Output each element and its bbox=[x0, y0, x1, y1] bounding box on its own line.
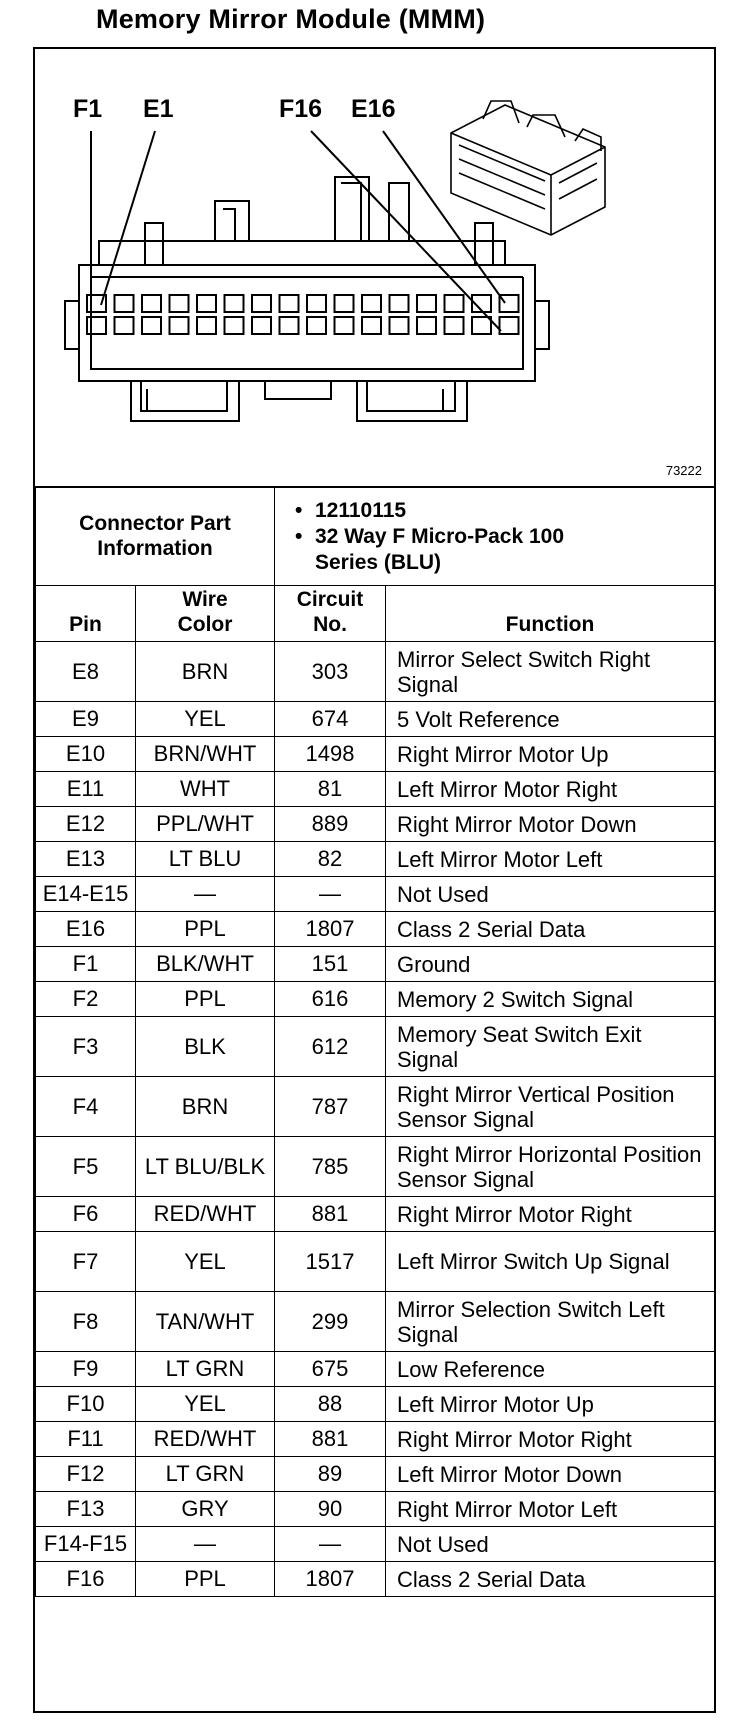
wire-color-cell: RED/WHT bbox=[136, 1422, 275, 1457]
wire-color-cell: YEL bbox=[136, 1232, 275, 1292]
function-cell: Left Mirror Motor Left bbox=[386, 842, 715, 877]
table-row bbox=[36, 1562, 715, 1597]
pin-cell: E8 bbox=[36, 642, 136, 702]
function-cell: Left Mirror Motor Right bbox=[386, 772, 715, 807]
pin-cell: F16 bbox=[36, 1562, 136, 1597]
label-f16: F16 bbox=[279, 95, 323, 123]
pin-cell: F3 bbox=[36, 1017, 136, 1077]
table-row bbox=[36, 1422, 715, 1457]
circuit-cell: 674 bbox=[275, 702, 386, 737]
circuit-cell: 299 bbox=[275, 1292, 386, 1352]
table-row bbox=[36, 1492, 715, 1527]
function-cell: Memory Seat Switch Exit Signal bbox=[386, 1017, 715, 1077]
pin-cell: F5 bbox=[36, 1137, 136, 1197]
connector-part-number: • 12110115 bbox=[315, 498, 714, 524]
wire-color-cell: BRN bbox=[136, 1077, 275, 1137]
circuit-cell: 889 bbox=[275, 807, 386, 842]
pin-cell: F9 bbox=[36, 1352, 136, 1387]
table-row bbox=[36, 1137, 715, 1197]
pin-cavity bbox=[197, 317, 216, 334]
wire-color-cell: BRN bbox=[136, 642, 275, 702]
pin-cavity bbox=[390, 317, 409, 334]
function-cell: Not Used bbox=[386, 877, 715, 912]
function-cell: Right Mirror Motor Up bbox=[386, 737, 715, 772]
function-cell: Right Mirror Motor Right bbox=[386, 1422, 715, 1457]
table-row bbox=[36, 772, 715, 807]
pin-cavity bbox=[362, 317, 381, 334]
circuit-cell: 88 bbox=[275, 1387, 386, 1422]
circuit-cell: 1807 bbox=[275, 912, 386, 947]
function-cell: Class 2 Serial Data bbox=[386, 912, 715, 947]
wire-color-cell: PPL bbox=[136, 982, 275, 1017]
table-row bbox=[36, 702, 715, 737]
pin-cavity bbox=[335, 317, 354, 334]
table-row bbox=[36, 1017, 715, 1077]
pin-cavity bbox=[335, 295, 354, 312]
pin-cavity bbox=[362, 295, 381, 312]
circuit-cell: 785 bbox=[275, 1137, 386, 1197]
wire-color-cell: LT BLU/BLK bbox=[136, 1137, 275, 1197]
pin-cavity bbox=[225, 317, 244, 334]
circuit-cell: 881 bbox=[275, 1197, 386, 1232]
wire-color-cell: — bbox=[136, 1527, 275, 1562]
pin-cell: F14-F15 bbox=[36, 1527, 136, 1562]
table-row bbox=[36, 1352, 715, 1387]
wire-color-cell: BRN/WHT bbox=[136, 737, 275, 772]
table-header-row bbox=[36, 586, 715, 642]
pin-cavity bbox=[472, 317, 491, 334]
pin-cavity bbox=[417, 295, 436, 312]
function-cell: Memory 2 Switch Signal bbox=[386, 982, 715, 1017]
circuit-cell: 90 bbox=[275, 1492, 386, 1527]
pin-cavity bbox=[252, 317, 271, 334]
table-row bbox=[36, 807, 715, 842]
pin-cavity bbox=[197, 295, 216, 312]
wire-color-cell: LT BLU bbox=[136, 842, 275, 877]
wire-color-cell: PPL/WHT bbox=[136, 807, 275, 842]
function-cell: 5 Volt Reference bbox=[386, 702, 715, 737]
col-wire-color bbox=[136, 586, 275, 642]
table-row bbox=[36, 1077, 715, 1137]
wire-color-cell: TAN/WHT bbox=[136, 1292, 275, 1352]
wire-color-cell: LT GRN bbox=[136, 1352, 275, 1387]
pin-cell: F1 bbox=[36, 947, 136, 982]
wire-color-cell: PPL bbox=[136, 912, 275, 947]
pin-cell: E11 bbox=[36, 772, 136, 807]
col-pin: Pin bbox=[36, 586, 136, 642]
wire-color-cell: LT GRN bbox=[136, 1457, 275, 1492]
circuit-cell: 675 bbox=[275, 1352, 386, 1387]
table-row bbox=[36, 877, 715, 912]
circuit-cell: 787 bbox=[275, 1077, 386, 1137]
table-row bbox=[36, 1232, 715, 1292]
connector-housing-icon bbox=[451, 101, 605, 235]
circuit-cell: 1517 bbox=[275, 1232, 386, 1292]
function-cell: Left Mirror Motor Down bbox=[386, 1457, 715, 1492]
wire-color-cell: PPL bbox=[136, 1562, 275, 1597]
pin-cell: E13 bbox=[36, 842, 136, 877]
connector-info-row bbox=[36, 487, 715, 586]
connector-sheet bbox=[33, 47, 716, 1713]
pin-cavity bbox=[142, 295, 161, 312]
connector-info-list bbox=[275, 488, 714, 584]
table-row bbox=[36, 947, 715, 982]
pin-cell: E14-E15 bbox=[36, 877, 136, 912]
pinout-table bbox=[35, 486, 715, 1597]
function-cell: Left Mirror Motor Up bbox=[386, 1387, 715, 1422]
pin-cavity bbox=[87, 317, 106, 334]
connector-info-list-cell bbox=[275, 487, 715, 586]
wire-color-cell: RED/WHT bbox=[136, 1197, 275, 1232]
circuit-cell: 881 bbox=[275, 1422, 386, 1457]
circuit-cell: 151 bbox=[275, 947, 386, 982]
pin-cell: F11 bbox=[36, 1422, 136, 1457]
circuit-cell: 82 bbox=[275, 842, 386, 877]
circuit-cell: 616 bbox=[275, 982, 386, 1017]
col-circuit-no-text: Circuit No. bbox=[296, 588, 364, 636]
circuit-cell: 1498 bbox=[275, 737, 386, 772]
wire-color-cell: WHT bbox=[136, 772, 275, 807]
function-cell: Right Mirror Motor Down bbox=[386, 807, 715, 842]
circuit-cell: 612 bbox=[275, 1017, 386, 1077]
table-row bbox=[36, 1292, 715, 1352]
pin-cavity bbox=[390, 295, 409, 312]
function-cell: Mirror Selection Switch Left Signal bbox=[386, 1292, 715, 1352]
pin-cell: E10 bbox=[36, 737, 136, 772]
pin-cell: F10 bbox=[36, 1387, 136, 1422]
function-cell: Class 2 Serial Data bbox=[386, 1562, 715, 1597]
col-wire-color-text: Wire Color bbox=[177, 588, 233, 636]
circuit-cell: 81 bbox=[275, 772, 386, 807]
function-cell: Not Used bbox=[386, 1527, 715, 1562]
pin-cavity bbox=[280, 295, 299, 312]
pin-cell: E12 bbox=[36, 807, 136, 842]
connector-info-heading bbox=[36, 487, 275, 586]
pin-cell: F12 bbox=[36, 1457, 136, 1492]
pin-cavity bbox=[115, 317, 134, 334]
pin-cavity bbox=[252, 295, 271, 312]
function-cell: Right Mirror Vertical Position Sensor Signal bbox=[386, 1077, 715, 1137]
wire-color-cell: YEL bbox=[136, 702, 275, 737]
pin-cell: E9 bbox=[36, 702, 136, 737]
pin-cavity bbox=[170, 317, 189, 334]
table-row bbox=[36, 912, 715, 947]
table-row bbox=[36, 842, 715, 877]
pin-cell: F4 bbox=[36, 1077, 136, 1137]
function-cell: Right Mirror Motor Left bbox=[386, 1492, 715, 1527]
function-cell: Mirror Select Switch Right Signal bbox=[386, 642, 715, 702]
table-row bbox=[36, 1197, 715, 1232]
function-cell: Low Reference bbox=[386, 1352, 715, 1387]
pin-cavity bbox=[170, 295, 189, 312]
wire-color-cell: GRY bbox=[136, 1492, 275, 1527]
wire-color-cell: BLK/WHT bbox=[136, 947, 275, 982]
pin-cavity bbox=[417, 317, 436, 334]
pin-cell: F8 bbox=[36, 1292, 136, 1352]
pin-cavity bbox=[142, 317, 161, 334]
pin-cell: F2 bbox=[36, 982, 136, 1017]
label-e1: E1 bbox=[143, 95, 174, 123]
circuit-cell: — bbox=[275, 877, 386, 912]
circuit-cell: 303 bbox=[275, 642, 386, 702]
pin-cell: F6 bbox=[36, 1197, 136, 1232]
circuit-cell: 1807 bbox=[275, 1562, 386, 1597]
page-title: Memory Mirror Module (MMM) bbox=[96, 4, 486, 34]
pin-cell: E16 bbox=[36, 912, 136, 947]
pin-cavity bbox=[445, 317, 464, 334]
table-row bbox=[36, 1387, 715, 1422]
circuit-cell: 89 bbox=[275, 1457, 386, 1492]
pin-cell: F13 bbox=[36, 1492, 136, 1527]
pin-cavity bbox=[500, 317, 519, 334]
circuit-cell: — bbox=[275, 1527, 386, 1562]
table-row bbox=[36, 1527, 715, 1562]
wire-color-cell: — bbox=[136, 877, 275, 912]
wire-color-cell: BLK bbox=[136, 1017, 275, 1077]
pin-cavity bbox=[225, 295, 244, 312]
function-cell: Right Mirror Motor Right bbox=[386, 1197, 715, 1232]
function-cell: Right Mirror Horizontal Position Sensor Signal bbox=[386, 1137, 715, 1197]
pin-cavity bbox=[307, 295, 326, 312]
table-row bbox=[36, 1457, 715, 1492]
wire-color-cell: YEL bbox=[136, 1387, 275, 1422]
connector-info-heading-text: Connector Part Information bbox=[79, 512, 231, 560]
pin-cell: F7 bbox=[36, 1232, 136, 1292]
connector-diagram bbox=[35, 49, 714, 488]
pin-cavity bbox=[307, 317, 326, 334]
label-e16: E16 bbox=[351, 95, 396, 123]
label-f1: F1 bbox=[73, 95, 103, 123]
function-cell: Ground bbox=[386, 947, 715, 982]
table-row bbox=[36, 642, 715, 702]
pin-cavity bbox=[280, 317, 299, 334]
table-row bbox=[36, 982, 715, 1017]
col-circuit-no bbox=[275, 586, 386, 642]
col-function: Function bbox=[386, 586, 715, 642]
pin-cavity bbox=[445, 295, 464, 312]
pin-cavity bbox=[115, 295, 134, 312]
function-cell: Left Mirror Switch Up Signal bbox=[386, 1232, 715, 1292]
table-row bbox=[36, 737, 715, 772]
connector-description: • 32 Way F Micro-Pack 100 Series (BLU) bbox=[315, 524, 575, 576]
figure-id: 73222 bbox=[665, 463, 702, 478]
